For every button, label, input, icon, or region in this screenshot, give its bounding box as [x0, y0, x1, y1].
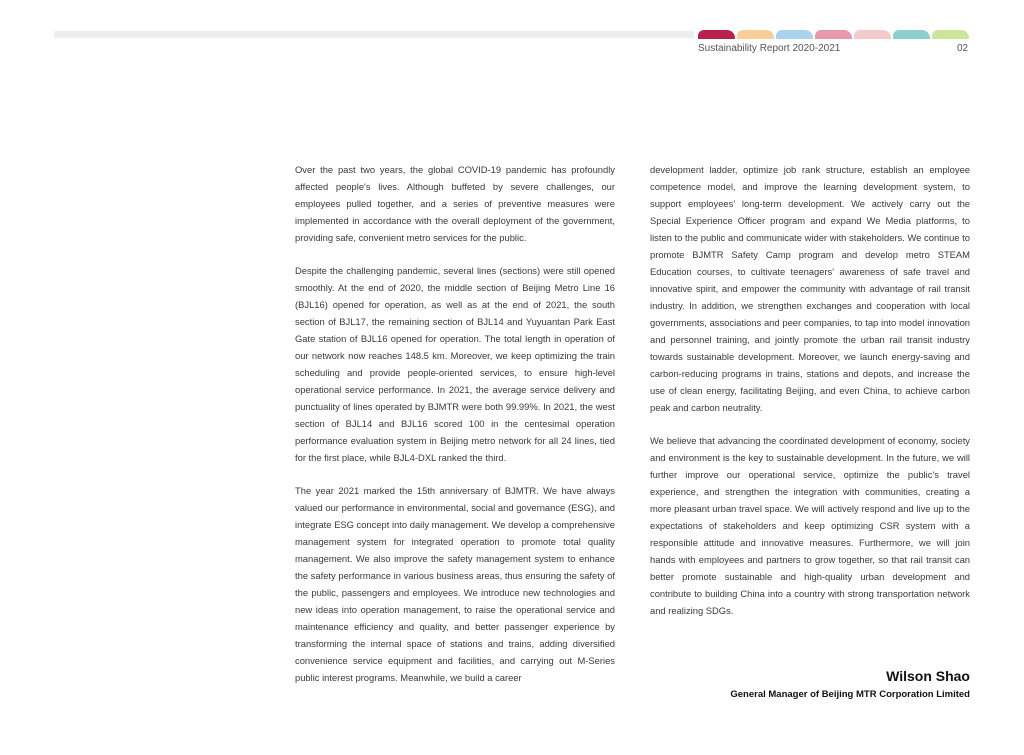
- section-tab[interactable]: [854, 30, 891, 39]
- signatory-name: Wilson Shao: [886, 668, 970, 684]
- section-tab[interactable]: [815, 30, 852, 39]
- left-column: [295, 161, 615, 702]
- paragraph: Despite the challenging pandemic, several lines (sections) were still opened smoothly. At the end of 2020, the middle section of Beijing Metro Line 16 (BJL16) opened for operation, as well as at the end of 2021, the south section of BJL17, the remaining section of BJL14 and Yuyuantan Park East Gate station of BJL16 opened for operation. The total length in operation of our network now reaches 148.5 km. Moreover, we keep optimizing the train scheduling and provide people-oriented services, to ensure high-level operational service performance. In 2021, the average service delivery and punctuality of lines operated by BJMTR were both 99.99%. In 2021, the west section of BJL14 and BJL16 scored 100 in the centesimal operation performance evaluation system in Beijing metro network for all 24 lines, tied for the first place, while BJL4-DXL ranked the third.: [295, 265, 615, 463]
- signature-block: [730, 668, 970, 700]
- paragraph: We believe that advancing the coordinated development of economy, society and environment is the key to sustainable development. In the future, we will further improve our operational service, optimize the public's travel experience, and strengthen the integration with communities, creating a more pleasant urban travel space. We will actively respond and live up to the expectations of stakeholders and keep optimizing CSR system with a responsible attitude and innovative measures. Furthermore, we will join hands with employees and partners to grow together, so that rail transit can better promote sustainable and high-quality urban development and contribute to building China into a country with strong transportation network and realizing SDGs.: [650, 435, 970, 616]
- section-tabs: [698, 30, 969, 39]
- report-title: Sustainability Report 2020-2021: [698, 43, 841, 54]
- paragraph: Over the past two years, the global COVID-19 pandemic has profoundly affected people's lives. Although buffeted by severe challenges, our employees pulled together, and a series of preventive measures were implemented in accordance with the overall deployment of the government, providing safe, convenient metro services for the public.: [295, 164, 615, 243]
- section-tab[interactable]: [776, 30, 813, 39]
- section-tab[interactable]: [737, 30, 774, 39]
- section-tab[interactable]: [698, 30, 735, 39]
- right-column: [650, 161, 970, 635]
- paragraph: development ladder, optimize job rank structure, establish an employee competence model, and improve the learning development system, to support employees' long-term development. We actively carry out the Special Experience Officer program and expand We Media platforms, to listen to the public and communicate wider with stakeholders. We continue to promote BJMTR Safety Camp program and develop metro STEAM Education courses, to cultivate teenagers' awareness of safe travel and innovative spirit, and empower the community with advantage of rail transit industry. In addition, we strengthen exchanges and cooperation with local governments, associations and peer companies, to tap into model innovation and personnel training, and jointly promote the urban rail transit industry towards sustainable development. Moreover, we launch energy-saving and carbon-reducing programs in trains, stations and depots, and increase the use of clean energy, facilitating Beijing, and even China, to achieve carbon peak and carbon neutrality.: [650, 164, 970, 413]
- section-tab[interactable]: [893, 30, 930, 39]
- header-divider-bar: [54, 31, 694, 38]
- signatory-title: General Manager of Beijing MTR Corporation Limited: [730, 689, 970, 700]
- page-number: 02: [957, 43, 969, 54]
- paragraph: The year 2021 marked the 15th anniversary of BJMTR. We have always valued our performance in environmental, social and governance (ESG), and integrate ESG concept into daily management. We develop a comprehensive management system for integrated operation to promote total quality management. We also improve the safety management system to enhance the safety performance in various business areas, thus ensuring the safety of the public, passengers and employees. We introduce new technologies and new ideas into operation management, to raise the operational service and maintenance efficiency and quality, and better passenger experience by transforming the internal space of stations and trains, adding diversified convenience service equipment and facilities, and carrying out M-Series public interest programs. Meanwhile, we build a career: [295, 485, 615, 683]
- section-tab[interactable]: [932, 30, 969, 39]
